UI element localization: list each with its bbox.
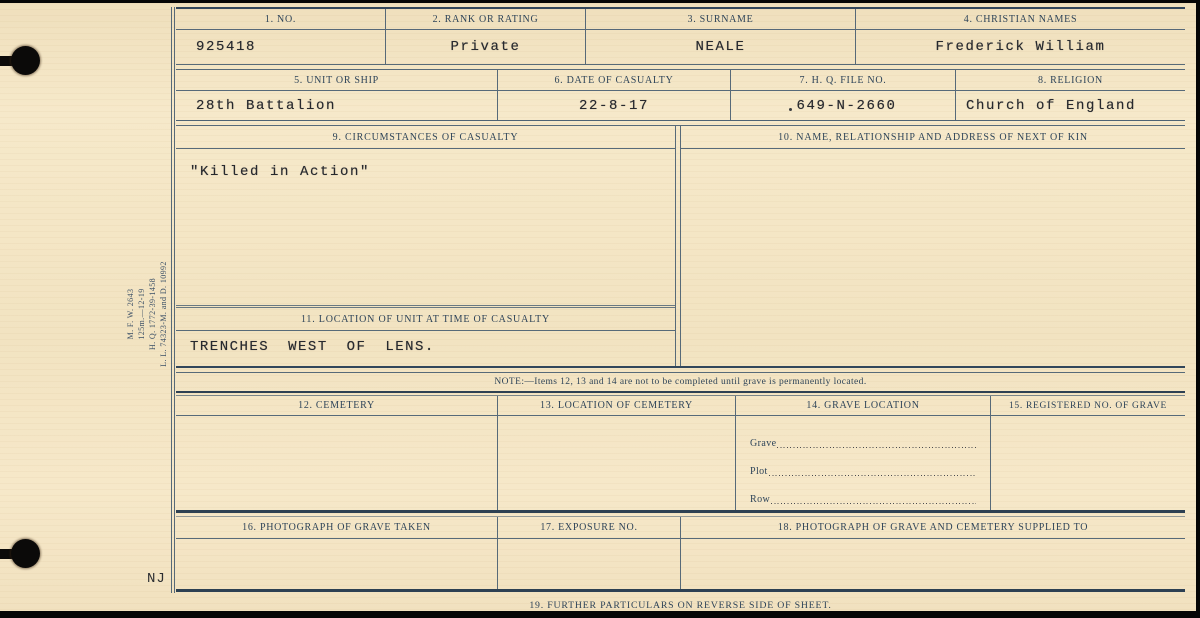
field-circumstances-value: "Killed in Action" — [190, 164, 371, 180]
row-identity — [176, 7, 1185, 65]
field-next-of-kin-label: 10. NAME, RELATIONSHIP AND ADDRESS OF NEXT OF KIN — [681, 126, 1185, 149]
grave-line — [750, 434, 976, 449]
note-row — [176, 372, 1185, 393]
field-registered-no — [990, 396, 1185, 510]
plot-line — [750, 462, 976, 477]
form-ref-line: H. Q. 1772-39-1458 — [148, 277, 157, 351]
field-unit — [176, 70, 497, 120]
punch-hole-top — [11, 46, 40, 75]
field-hq-file-no-valuearea — [731, 91, 955, 120]
field-grave-location-label: 14. GRAVE LOCATION — [736, 396, 990, 416]
field-cemetery-valuearea — [176, 416, 497, 510]
field-hq-file-no-label: 7. H. Q. FILE NO. — [731, 70, 955, 91]
field-registered-no-label: 15. REGISTERED NO. OF GRAVE — [991, 396, 1185, 416]
field-unit-label: 5. UNIT OR SHIP — [176, 70, 497, 91]
row-cemetery — [176, 395, 1185, 513]
field-circumstances-label: 9. CIRCUMSTANCES OF CASUALTY — [176, 126, 675, 149]
circumstances-column — [176, 126, 676, 366]
field-photo-supplied — [680, 517, 1185, 589]
note-text: NOTE:—Items 12, 13 and 14 are not to be completed until grave is permanently located. — [494, 377, 867, 387]
dotted-leader — [769, 464, 976, 476]
dotted-leader — [771, 492, 976, 504]
ink-speck — [789, 108, 792, 111]
field-christian-names-value: Frederick William — [935, 39, 1106, 55]
field-circumstances-valuearea — [176, 149, 675, 306]
field-registered-no-valuearea — [991, 416, 1185, 510]
field-religion-value: Church of England — [966, 97, 1137, 114]
field-hq-file-no-value: 649-N-2660 — [796, 97, 897, 114]
scan-edge-top — [0, 0, 1200, 3]
field-date-of-casualty-value: 22-8-17 — [578, 97, 649, 114]
field-unit-location-valuearea — [176, 331, 675, 366]
field-surname-label: 3. SURNAME — [586, 9, 855, 30]
field-photo-taken-valuearea — [176, 539, 497, 589]
field-surname-valuearea — [586, 30, 855, 64]
field-exposure-no-label: 17. EXPOSURE NO. — [498, 517, 680, 539]
field-rank-valuearea — [386, 30, 585, 64]
field-surname — [585, 9, 855, 64]
field-christian-names-label: 4. CHRISTIAN NAMES — [856, 9, 1185, 30]
field-cemetery-location-label: 13. LOCATION OF CEMETERY — [498, 396, 735, 416]
field-no-valuearea — [176, 30, 385, 64]
row-line — [750, 490, 976, 505]
field-religion-valuearea — [956, 91, 1185, 120]
field-photo-taken-label: 16. PHOTOGRAPH OF GRAVE TAKEN — [176, 517, 497, 539]
field-no-label: 1. NO. — [176, 9, 385, 30]
field-christian-names-valuearea — [856, 30, 1185, 64]
row-unit-casualty — [176, 69, 1185, 121]
field-cemetery-location — [497, 396, 735, 510]
field-cemetery-label: 12. CEMETERY — [176, 396, 497, 416]
field-unit-valuearea — [176, 91, 497, 120]
field-unit-value: 28th Battalion — [196, 97, 337, 114]
field-exposure-no — [497, 517, 680, 589]
field-christian-names — [855, 9, 1185, 64]
form-ref-line: L. L. 74323-M. and D. 10992 — [159, 261, 168, 367]
row-line-label: Row — [750, 494, 771, 505]
field-date-of-casualty — [497, 70, 730, 120]
field-cemetery-location-valuearea — [498, 416, 735, 510]
row-circumstances — [176, 125, 1185, 368]
field-next-of-kin-valuearea — [681, 149, 1185, 366]
plot-line-label: Plot — [750, 466, 768, 477]
field-rank-label: 2. RANK OR RATING — [386, 9, 585, 30]
field-photo-supplied-label: 18. PHOTOGRAPH OF GRAVE AND CEMETERY SUPPLIED TO — [681, 517, 1185, 539]
field-religion — [955, 70, 1185, 120]
field-unit-location-value: TRENCHES WEST OF LENS. — [190, 339, 435, 355]
field-exposure-no-valuearea — [498, 539, 680, 589]
field-date-of-casualty-label: 6. DATE OF CASUALTY — [498, 70, 730, 91]
field-rank — [385, 9, 585, 64]
punch-hole-bottom — [11, 539, 40, 568]
field-rank-value: Private — [450, 39, 521, 55]
field-hq-file-no — [730, 70, 955, 120]
field-unit-location-label: 11. LOCATION OF UNIT AT TIME OF CASUALTY — [176, 308, 675, 331]
field-no — [176, 9, 385, 64]
scan-edge-bottom — [0, 611, 1200, 618]
scan-edge-right — [1196, 0, 1200, 618]
field-religion-label: 8. RELIGION — [956, 70, 1185, 91]
field-photo-supplied-valuearea — [681, 539, 1185, 589]
field-grave-location — [735, 396, 990, 510]
form-ref-line: 125m.—12-19 — [137, 288, 146, 340]
field-surname-value: NEALE — [695, 39, 746, 55]
form-reference-stamp — [125, 252, 171, 376]
footer-text: 19. FURTHER PARTICULARS ON REVERSE SIDE OF SHEET. — [529, 599, 832, 611]
next-of-kin-column — [680, 126, 1185, 366]
table-left-rule — [171, 7, 175, 593]
row-photograph — [176, 516, 1185, 592]
field-grave-location-valuearea — [736, 416, 990, 510]
grave-line-label: Grave — [750, 438, 777, 449]
record-card — [0, 3, 1197, 611]
clerk-initials: NJ — [147, 571, 166, 587]
field-cemetery — [176, 396, 497, 510]
form-ref-line: M. F. W. 2643 — [126, 288, 135, 340]
field-date-of-casualty-valuearea — [498, 91, 730, 120]
dotted-leader — [777, 436, 976, 448]
field-photo-taken — [176, 517, 497, 589]
field-no-value: 925418 — [196, 39, 257, 55]
